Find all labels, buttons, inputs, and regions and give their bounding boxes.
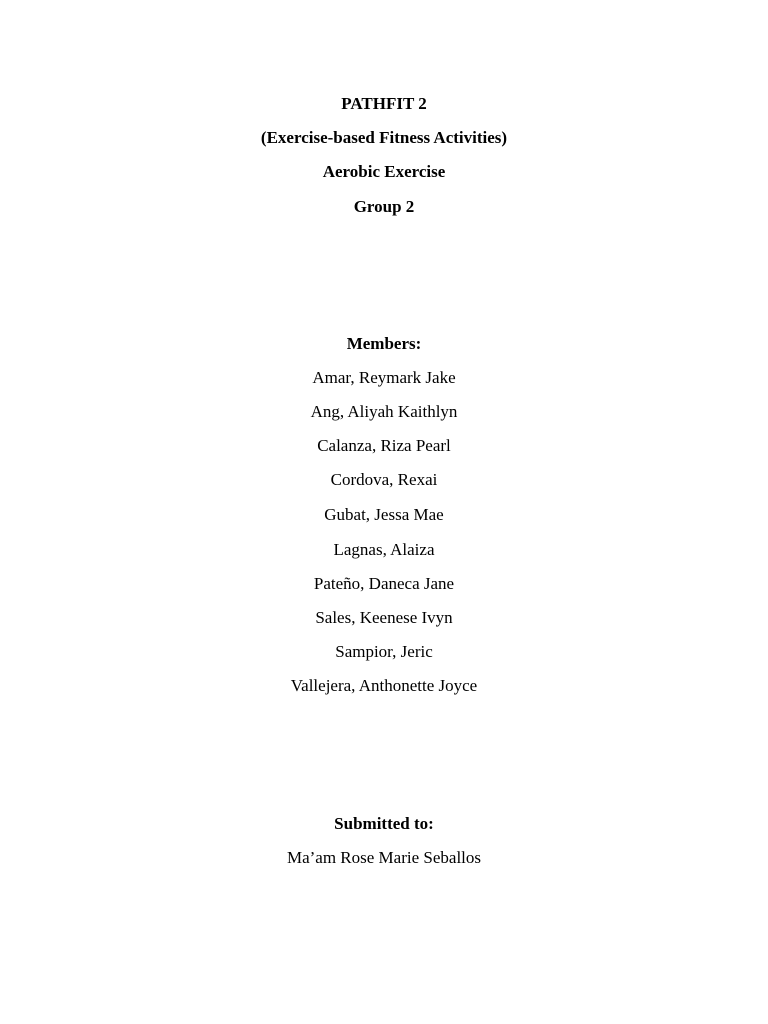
- course-subtitle: (Exercise-based Fitness Activities): [260, 128, 508, 147]
- member-name: Cordova, Rexai: [330, 470, 438, 489]
- submitted-name: Ma’am Rose Marie Seballos: [286, 848, 482, 867]
- course-title: PATHFIT 2: [341, 94, 427, 113]
- submitted-heading: Submitted to:: [334, 814, 434, 833]
- member-name: Calanza, Riza Pearl: [317, 436, 451, 455]
- member-name: Pateño, Daneca Jane: [313, 574, 455, 593]
- member-name: Sales, Keenese Ivyn: [315, 608, 453, 627]
- members-heading: Members:: [346, 334, 422, 353]
- member-name: Ang, Aliyah Kaithlyn: [310, 402, 458, 421]
- member-name: Gubat, Jessa Mae: [324, 505, 444, 524]
- member-name: Vallejera, Anthonette Joyce: [290, 676, 478, 695]
- member-name: Lagnas, Alaiza: [333, 540, 435, 559]
- member-name: Sampior, Jeric: [335, 642, 433, 661]
- group-title: Group 2: [353, 197, 415, 216]
- member-name: Amar, Reymark Jake: [312, 368, 456, 387]
- topic-title: Aerobic Exercise: [322, 162, 446, 181]
